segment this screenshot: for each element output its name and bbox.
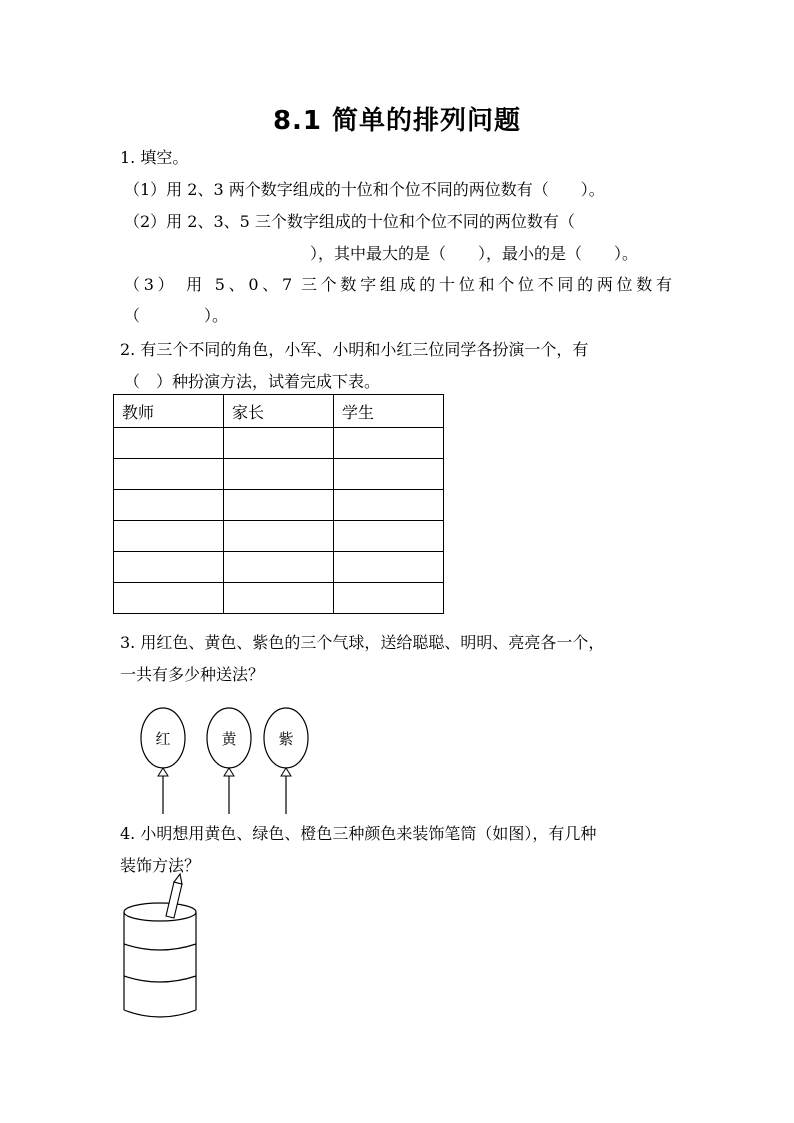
table-cell[interactable] [224, 428, 334, 459]
table-header-row [114, 395, 444, 428]
q1-heading: 1. 填空。 [120, 148, 189, 167]
pen-holder-figure [118, 872, 208, 1027]
q1-part2-line1: （2）用 2、3、5 三个数字组成的十位和个位不同的两位数有（ [124, 212, 575, 231]
q2-line2: （ ）种扮演方法，试着完成下表。 [124, 372, 381, 391]
table-cell[interactable] [224, 521, 334, 552]
q1-part3-line1: （3） 用 5、0、7 三个数字组成的十位和个位不同的两位数有 [124, 275, 672, 294]
table-row [114, 428, 444, 459]
table-cell[interactable] [114, 490, 224, 521]
table-cell[interactable] [114, 521, 224, 552]
q3-line1: 3. 用红色、黄色、紫色的三个气球，送给聪聪、明明、亮亮各一个， [120, 633, 605, 652]
table-cell[interactable] [224, 583, 334, 614]
table-row [114, 583, 444, 614]
q4-line1: 4. 小明想用黄色、绿色、橙色三种颜色来装饰笔筒（如图），有几种 [120, 824, 597, 843]
table-cell[interactable] [334, 583, 444, 614]
table-cell[interactable] [334, 490, 444, 521]
table-row [114, 459, 444, 490]
table-cell[interactable] [334, 428, 444, 459]
table-cell[interactable] [224, 490, 334, 521]
table-row [114, 552, 444, 583]
table-cell[interactable] [334, 521, 444, 552]
balloons-figure [130, 700, 330, 820]
header-parent: 家长 [224, 395, 334, 428]
q1-part1: （1）用 2、3 两个数字组成的十位和个位不同的两位数有（ ）。 [124, 180, 605, 199]
table-cell[interactable] [224, 459, 334, 490]
balloon-yellow-label: 黄 [221, 730, 237, 748]
table-cell[interactable] [334, 552, 444, 583]
table-cell[interactable] [114, 583, 224, 614]
balloon-red [141, 708, 185, 814]
table-cell[interactable] [334, 459, 444, 490]
table-row [114, 521, 444, 552]
table-cell[interactable] [114, 552, 224, 583]
balloon-purple [264, 708, 308, 814]
roles-table [113, 394, 444, 614]
header-student: 学生 [334, 395, 444, 428]
balloon-yellow [207, 708, 251, 814]
table-row [114, 490, 444, 521]
q3-line2: 一共有多少种送法？ [120, 665, 265, 684]
q1-part2-line2: ），其中最大的是（ ），最小的是（ ）。 [310, 244, 639, 263]
table-cell[interactable] [114, 428, 224, 459]
balloon-purple-label: 紫 [278, 730, 294, 748]
page-title: 8.1 简单的排列问题 [272, 106, 522, 136]
header-teacher: 教师 [114, 395, 224, 428]
table-cell[interactable] [114, 459, 224, 490]
balloon-red-label: 红 [155, 730, 171, 748]
q1-part3-line2: （ ）。 [124, 306, 229, 325]
q4-line2: 装饰方法？ [120, 856, 201, 875]
q2-line1: 2. 有三个不同的角色，小军、小明和小红三位同学各扮演一个，有 [120, 340, 589, 359]
table-cell[interactable] [224, 552, 334, 583]
